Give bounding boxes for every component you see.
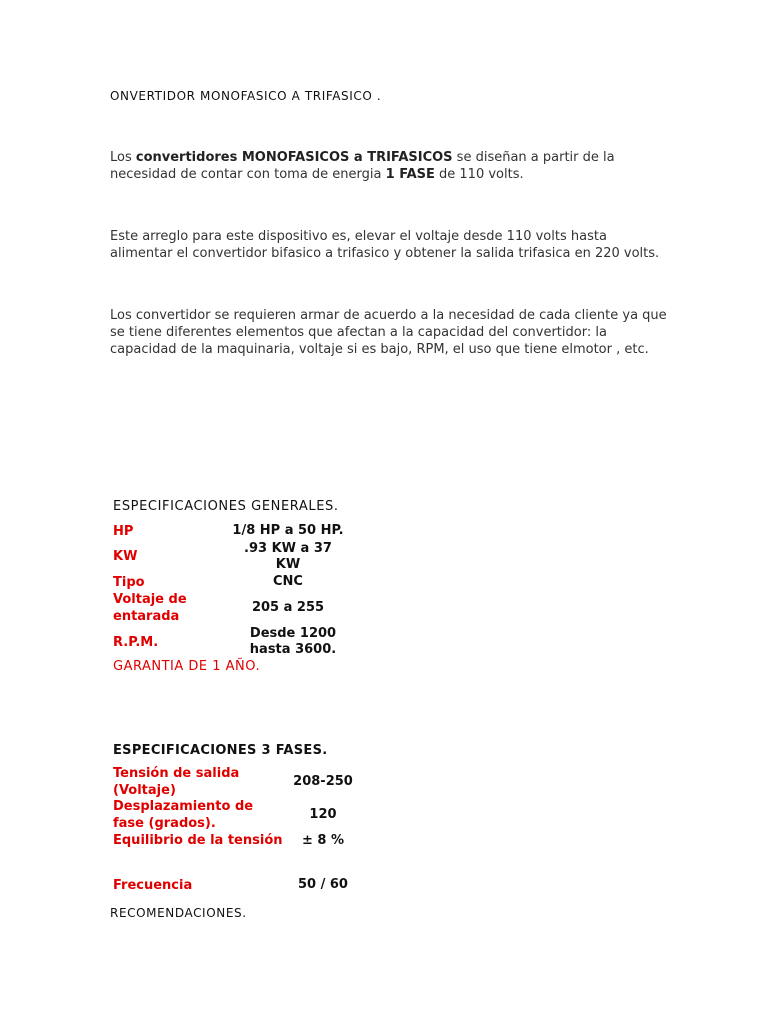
spec-label: R.P.M. — [113, 635, 159, 650]
recommendations-heading: RECOMENDACIONES. — [110, 906, 247, 920]
spec-value: Desde 1200 hasta 3600. — [249, 626, 337, 657]
warranty-note: GARANTIA DE 1 AÑO. — [113, 659, 261, 674]
spec-value: CNC — [273, 574, 303, 589]
intro-text-start: Los — [110, 150, 136, 165]
document-title: ONVERTIDOR MONOFASICO A TRIFASICO . — [110, 89, 382, 103]
intro-paragraph — [110, 149, 670, 183]
intro-text-end: de 110 volts. — [434, 167, 524, 182]
spec-value: 1/8 HP a 50 HP. — [232, 523, 344, 538]
spec-label: Tensión de salida (Voltaje) — [113, 766, 240, 798]
spec-value: .93 KW a 37 KW — [244, 541, 332, 572]
three-phase-specs-heading: ESPECIFICACIONES 3 FASES. — [113, 743, 328, 758]
spec-label: HP — [113, 524, 134, 539]
spec-value: 205 a 255 — [251, 600, 325, 615]
spec-label: Frecuencia — [113, 878, 193, 893]
arrangement-paragraph: Este arreglo para este dispositivo es, elevar el voltaje desde 110 volts hasta alimentar el convertidor bifasico a trifasico y obtener la salida trifasica en 220 volts. — [110, 229, 660, 261]
spec-label: Voltaje de entarada — [113, 592, 187, 624]
general-specs-heading: ESPECIFICACIONES GENERALES. — [113, 499, 339, 514]
spec-value: 208-250 — [293, 774, 353, 789]
spec-value: 50 / 60 — [298, 877, 348, 892]
requirements-paragraph: Los convertidor se requieren armar de acuerdo a la necesidad de cada cliente ya que se tiene diferentes elementos que afectan a la capacidad del convertidor: la capacidad de la maquinaria, voltaje si es bajo, RPM, el uso que tiene elmotor , etc. — [110, 308, 667, 357]
spec-label: KW — [113, 549, 138, 564]
intro-bold-converters: convertidores MONOFASICOS a TRIFASICOS — [135, 150, 453, 165]
spec-label: Desplazamiento de fase (grados). — [113, 799, 254, 831]
spec-value: ± 8 % — [301, 833, 344, 848]
spec-label: Tipo — [113, 575, 145, 590]
spec-value: 120 — [309, 807, 337, 822]
intro-text-middle: se diseñan a partir de la necesidad de contar con toma de energia — [110, 150, 615, 182]
intro-bold-phase: 1 FASE — [385, 167, 435, 182]
spec-label: Equilibrio de la tensión — [113, 833, 283, 848]
